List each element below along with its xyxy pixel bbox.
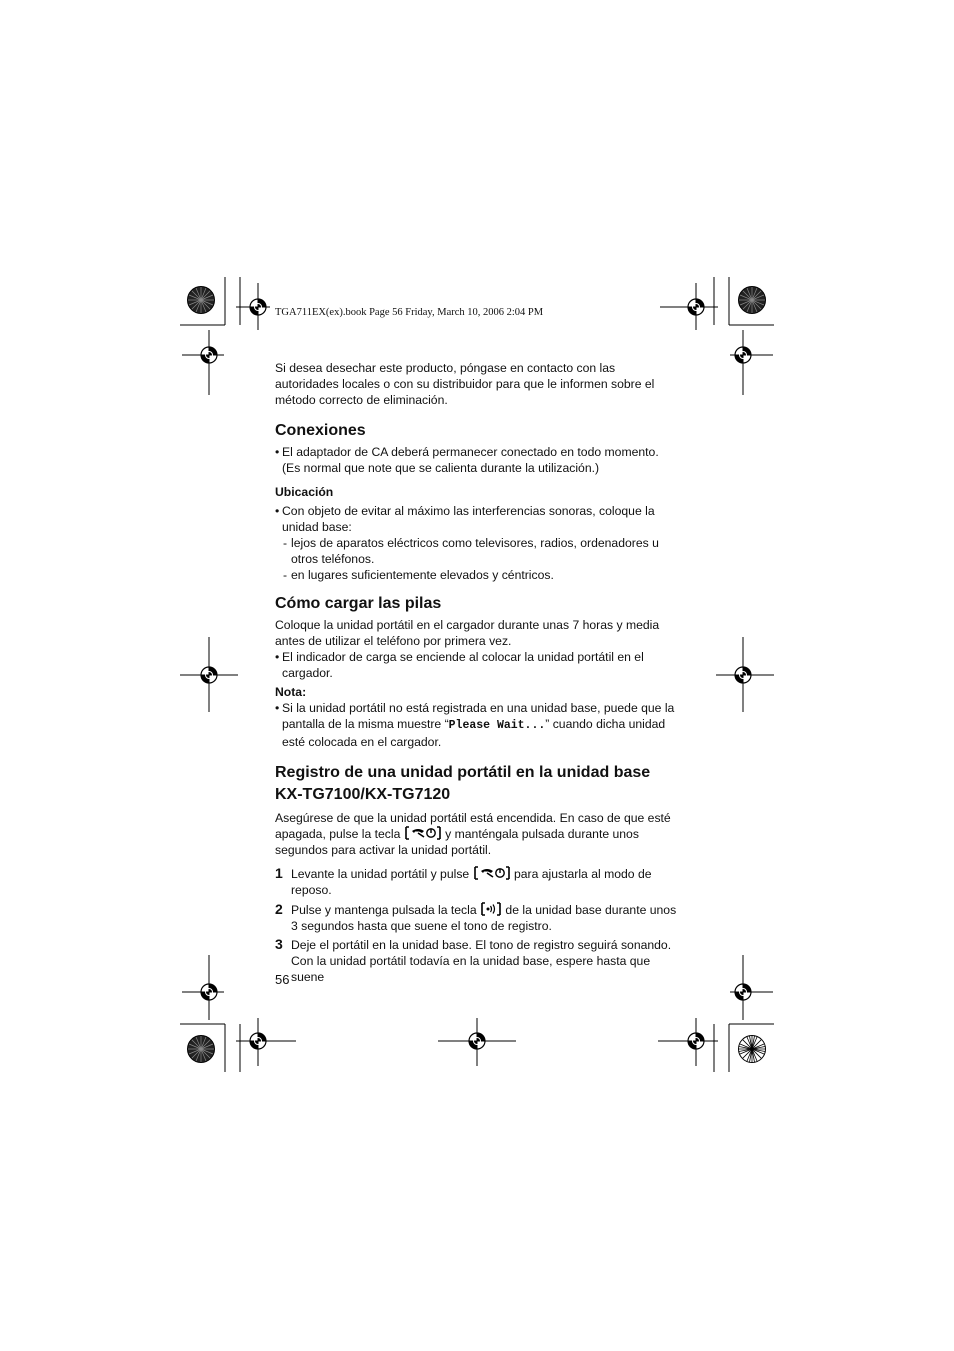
- registro-paragraph: [275, 810, 680, 858]
- registro-text-start: Asegúrese de que la unidad portátil está encendida. En caso de que esté apagada, pulse la tecla: [275, 811, 671, 841]
- section-title-cargar: Cómo cargar las pilas: [275, 595, 442, 612]
- hang-up-power-key-icon: [473, 866, 511, 882]
- step-number: 2: [275, 901, 283, 917]
- star-target-icon: [739, 287, 766, 314]
- star-target-icon: [188, 1036, 215, 1063]
- star-target-icon: [739, 1036, 766, 1063]
- cargar-paragraph: Coloque la unidad portátil en el cargador durante unas 7 horas y media antes de utilizar el teléfono por primera vez.: [275, 618, 660, 648]
- hang-up-power-key-icon: [404, 826, 442, 842]
- list-item-text: [282, 701, 674, 749]
- section-title-registro: Registro de una unidad portátil en la unidad base KX-TG7100/KX-TG7120: [275, 764, 651, 803]
- nota-text-start: Si la unidad portátil no está registrada en una unidad base, puede que la pantalla de la misma muestre “: [282, 701, 675, 731]
- page-number: 56: [275, 972, 290, 987]
- section-title-conexiones: Conexiones: [275, 422, 366, 439]
- step-item: [275, 937, 680, 985]
- list-item-text: Con objeto de evitar al máximo las interferencias sonoras, coloque la unidad base:: [282, 504, 655, 534]
- crosshair-registration-mark-icon: [201, 347, 217, 363]
- crosshair-registration-mark-icon: [735, 984, 751, 1000]
- list-item-text: El adaptador de CA deberá permanecer conectado en todo momento. (Es normal que note que se calienta durante la utilización.): [282, 445, 659, 475]
- list-item: • Con objeto de evitar al máximo las interferencias sonoras, coloque la unidad base:: [275, 504, 655, 534]
- nota-text-end: ” cuando dicha unidad esté colocada en el cargador.: [282, 717, 666, 749]
- crosshair-registration-mark-icon: [469, 1033, 485, 1049]
- star-target-icon: [188, 287, 215, 314]
- crosshair-registration-mark-icon: [735, 667, 751, 683]
- file-header: TGA711EX(ex).book Page 56 Friday, March 10, 2006 2:04 PM: [275, 307, 544, 318]
- step-text-start: Levante la unidad portátil y pulse: [291, 867, 473, 881]
- display-message: Please Wait...: [448, 719, 546, 732]
- sub-list-item: - en lugares suficientemente elevados y céntricos.: [283, 568, 554, 582]
- step-item: [275, 902, 680, 934]
- crosshair-registration-mark-icon: [250, 299, 266, 315]
- crosshair-registration-mark-icon: [735, 347, 751, 363]
- subsection-title-ubicacion: Ubicación: [275, 485, 334, 499]
- crosshair-registration-mark-icon: [201, 667, 217, 683]
- sub-list-item-text: en lugares suficientemente elevados y céntricos.: [291, 568, 554, 582]
- list-item: • Si la unidad portátil no está registrada en una unidad base, puede que la pantalla de la misma muestre “Please Wait...” cuando dicha unidad esté colocada en el cargador.: [275, 701, 675, 749]
- list-item: • El adaptador de CA deberá permanecer conectado en todo momento. (Es normal que note que se calienta durante la utilización.): [275, 445, 659, 475]
- step-number: 1: [275, 865, 283, 881]
- list-item: • El indicador de carga se enciende al colocar la unidad portátil en el cargador.: [275, 650, 644, 680]
- sub-list-item-text: lejos de aparatos eléctricos como televisores, radios, ordenadores u otros teléfonos.: [291, 536, 659, 566]
- registro-text-end: y manténgala pulsada durante unos segundos para activar la unidad portátil.: [275, 827, 639, 857]
- step-number: 3: [275, 936, 283, 952]
- page-content: [275, 360, 680, 985]
- list-item-text: El indicador de carga se enciende al colocar la unidad portátil en el cargador.: [282, 650, 644, 680]
- crosshair-registration-mark-icon: [250, 1033, 266, 1049]
- step-text-end: de la unidad base durante unos 3 segundos hasta que suene el tono de registro.: [291, 903, 677, 933]
- step-text-end: para ajustarla al modo de reposo.: [291, 867, 652, 897]
- intro-paragraph: Si desea desechar este producto, póngase en contacto con las autoridades locales o con su distribuidor para que le informen sobre el método correcto de eliminación.: [275, 361, 655, 407]
- nota-title: Nota:: [275, 685, 307, 699]
- step-text-start: Pulse y mantenga pulsada la tecla: [291, 903, 481, 917]
- base-locator-key-icon: [480, 902, 502, 918]
- crosshair-registration-mark-icon: [688, 1033, 704, 1049]
- sub-list-item: - lejos de aparatos eléctricos como televisores, radios, ordenadores u otros teléfonos.: [283, 536, 659, 566]
- crosshair-registration-mark-icon: [688, 299, 704, 315]
- step-item: [275, 866, 680, 898]
- crosshair-registration-mark-icon: [201, 984, 217, 1000]
- step-text: Deje el portátil en la unidad base. El tono de registro seguirá sonando. Con la unidad portátil todavía en la unidad base, espere hasta que suene: [291, 938, 672, 984]
